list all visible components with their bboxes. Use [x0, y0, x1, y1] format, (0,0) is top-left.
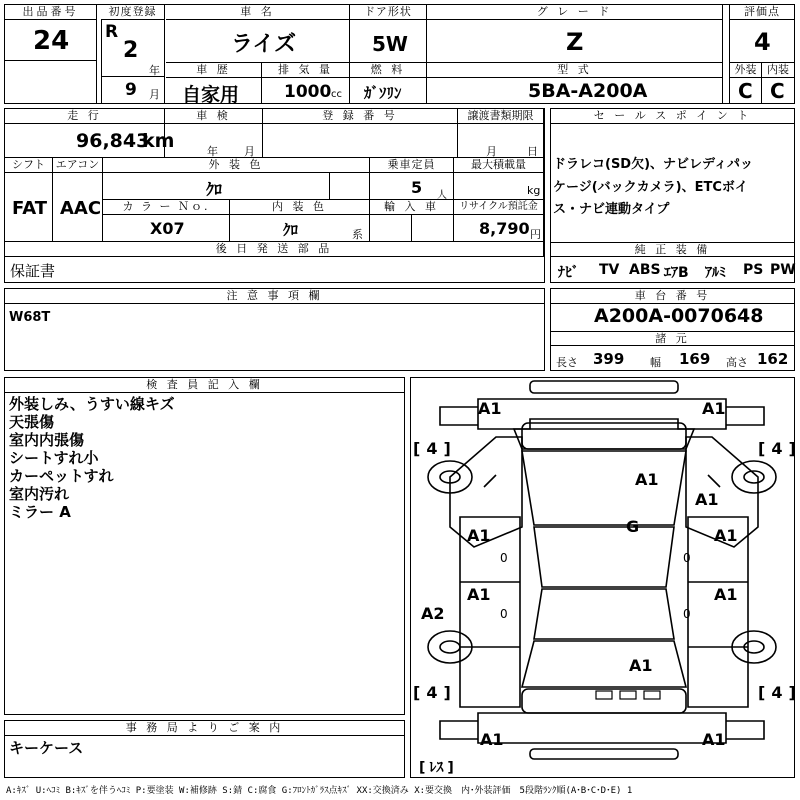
year-unit: 年 [149, 64, 160, 77]
tire-bracket-fl: [ 4 ] [413, 439, 451, 458]
inspector-line-0: 外装しみ、うすい線キズ [9, 395, 175, 413]
displacement-label: 排 気 量 [262, 63, 350, 78]
fuel-value: ｶﾞｿﾘﾝ [364, 84, 402, 102]
recycle-unit: 円 [530, 228, 541, 241]
inspector-line-4: カーペットすれ [9, 467, 114, 485]
inspector-line-3: シートすれ小 [9, 449, 99, 467]
lot-number: 24 [33, 26, 70, 56]
color-cell-right [330, 173, 370, 200]
spec-length: 399 [593, 350, 625, 368]
color-label: 外 装 色 [103, 158, 370, 173]
mileage-value: 96,843 [76, 130, 150, 152]
damage-mark: A1 [635, 470, 659, 489]
tire-fl: 4 [426, 439, 438, 458]
recycle-value: 8,790 [479, 219, 530, 238]
tire-bracket-fr: [ 4 ] [758, 439, 796, 458]
score-value: 4 [754, 28, 771, 56]
inspection-label: 車 検 [165, 109, 263, 124]
inspection-month-unit: 月 [244, 145, 255, 158]
chassis-label: 車 台 番 号 [551, 289, 794, 304]
name-label: 車 名 [166, 5, 350, 20]
inspector-line-2: 室内内張傷 [9, 431, 85, 449]
ac-value: AAC [60, 198, 102, 219]
interior-value: ｸﾛ [283, 221, 299, 239]
inspector-label: 検 査 員 記 入 欄 [5, 378, 404, 393]
displacement-unit: cc [331, 89, 342, 100]
tire-rr: 4 [771, 683, 783, 702]
legend-text: A:ｷｽﾞ U:ﾍｺﾐ B:ｷｽﾞを伴うﾍｺﾐ P:要塗装 W:補修跡 S:錆 C:腐食 G:ﾌﾛﾝﾄｶﾞﾗｽ点ｷｽﾞ XX:交換済み X:要交換 内･外装評価 5段階ﾗﾝｸ順(A･B･C･D･E) 1 [6, 786, 633, 796]
capacity-label: 乗車定員 [370, 158, 454, 173]
equip-label: 純 正 装 備 [551, 242, 794, 257]
zero-mark: 0 [500, 551, 508, 565]
registration-month: 9 [125, 80, 137, 100]
shift-value: FAT [12, 198, 48, 219]
spec-height-label: 高さ [726, 356, 748, 369]
lot-lower-box [5, 61, 97, 104]
sales-line-1: ドラレコ(SD欠)、ナビレディパッ [553, 157, 753, 172]
registration-year: 2 [123, 38, 139, 63]
registration-era: R [105, 22, 119, 42]
model-label: 型 式 [427, 63, 723, 78]
sales-label: セ ー ル ス ポ イ ン ト [551, 109, 794, 124]
spec-label: 諸 元 [551, 331, 794, 346]
int-value: C [770, 79, 785, 103]
score-label: 評価点 [729, 5, 795, 20]
zero-mark: 0 [500, 607, 508, 621]
transfer-day-unit: 日 [527, 145, 538, 158]
equip-item-1: TV [599, 262, 620, 278]
door-label: ドア形状 [350, 5, 427, 20]
damage-mark: A1 [702, 730, 726, 749]
transfer-month-unit: 月 [486, 145, 497, 158]
zero-mark: 0 [683, 551, 691, 565]
spec-height: 162 [757, 350, 789, 368]
shift-label: シフト [5, 158, 53, 173]
mileage-label: 走 行 [5, 109, 165, 124]
inspector-line-6: ミラー A [9, 503, 71, 521]
tire-bracket-rl: [ 4 ] [413, 683, 451, 702]
inspector-line-1: 天張傷 [9, 413, 55, 431]
ext-label: 外装 [729, 63, 762, 78]
inspector-section [4, 377, 405, 715]
mileage-unit: km [142, 130, 175, 152]
damage-mark: A1 [480, 730, 504, 749]
grade-label: グ レ ー ド [427, 5, 723, 20]
spec-width-label: 幅 [650, 356, 661, 369]
history-value: 自家用 [182, 84, 240, 106]
tire-bracket-rr: [ 4 ] [758, 683, 796, 702]
damage-mark: A1 [714, 585, 738, 604]
door-value: 5W [372, 32, 408, 56]
damage-mark: A1 [702, 399, 726, 418]
import-label: 輸 入 車 [370, 200, 454, 215]
capacity-value: 5 [411, 178, 423, 197]
zero-mark: 0 [683, 607, 691, 621]
notes-text: W68T [9, 310, 51, 325]
equip-item-4: ｱﾙﾐ [705, 265, 726, 281]
spare-tire: [ ﾚｽ ] [419, 760, 454, 776]
damage-mark: A1 [629, 656, 653, 675]
damage-mark: A1 [695, 490, 719, 509]
spare-tire-value: ﾚｽ [429, 760, 444, 776]
chassis-value: A200A-0070648 [594, 305, 764, 327]
recycle-label: リサイクル預託金 [454, 200, 544, 215]
later-value: 保証書 [10, 262, 56, 280]
import-cell-b [412, 215, 454, 242]
import-cell-a [370, 215, 412, 242]
grade-value: Z [566, 28, 584, 56]
office-text: キーケース [9, 739, 84, 757]
equip-item-5: PS [743, 262, 764, 278]
sales-line-2: ケージ(バックカメラ)、ETCボイ [553, 180, 748, 195]
displacement-value: 1000 [284, 82, 332, 102]
equip-item-0: ﾅﾋﾞ [558, 265, 579, 281]
inspection-year-unit: 年 [207, 145, 218, 158]
damage-mark: A1 [467, 526, 491, 545]
damage-mark: A1 [714, 526, 738, 545]
tire-rl: 4 [426, 683, 438, 702]
notes-label: 注 意 事 項 欄 [5, 289, 544, 304]
capacity-unit: 人 [437, 190, 447, 201]
equip-item-6: PW [770, 262, 796, 278]
regno-cell [263, 124, 458, 158]
damage-mark: A2 [421, 604, 445, 623]
registration-label: 初度登録 [101, 5, 165, 20]
ext-value: C [738, 79, 753, 103]
tire-fr: 4 [771, 439, 783, 458]
color-value: ｸﾛ [206, 180, 223, 199]
registration-divider [101, 76, 165, 77]
car-diagram [410, 377, 795, 778]
load-label: 最大積載量 [454, 158, 544, 173]
model-value: 5BA-A200A [528, 80, 648, 102]
car-name: ライズ [231, 32, 297, 57]
damage-mark: A1 [478, 399, 502, 418]
ac-label: エアコン [53, 158, 103, 173]
office-label: 事 務 局 よ り ご 案 内 [5, 721, 404, 736]
month-unit: 月 [149, 88, 160, 101]
regno-label: 登 録 番 号 [263, 109, 458, 124]
load-unit: kg [527, 184, 541, 197]
damage-mark: A1 [467, 585, 491, 604]
fuel-label: 燃 料 [350, 63, 427, 78]
interior-cell [230, 215, 370, 242]
int-label: 内装 [762, 63, 795, 78]
inspector-line-5: 室内汚れ [9, 485, 70, 503]
lot-label: 出品番号 [5, 5, 97, 20]
equip-item-3: ｴｱB [664, 265, 689, 281]
sales-line-3: ス・ナビ連動タイプ [553, 202, 670, 217]
history-label: 車 歴 [166, 63, 262, 78]
damage-mark: G [626, 517, 640, 536]
colorno-label: カ ラ ー Ｎｏ. [103, 200, 230, 215]
colorno-value: X07 [150, 219, 185, 238]
later-label: 後 日 発 送 部 品 [5, 242, 544, 257]
interior-unit: 系 [352, 228, 363, 241]
spec-width: 169 [679, 350, 711, 368]
transfer-label: 譲渡書類期限 [458, 109, 544, 124]
spec-length-label: 長さ [556, 356, 578, 369]
interior-label: 内 装 色 [230, 200, 370, 215]
equip-item-2: ABS [629, 262, 661, 278]
